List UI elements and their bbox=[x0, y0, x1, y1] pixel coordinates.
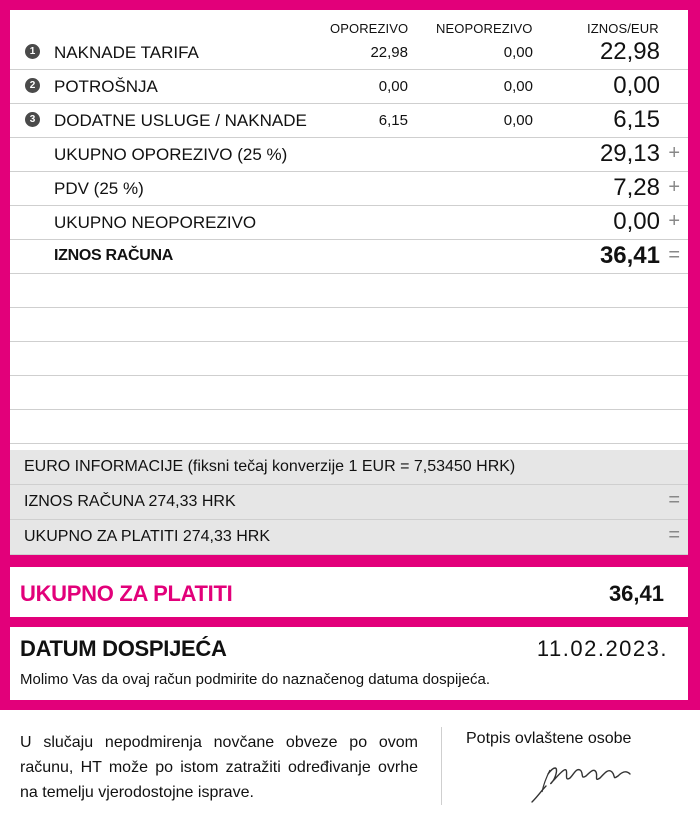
line-item bbox=[10, 69, 688, 104]
total-label: UKUPNO OPOREZIVO (25 %) bbox=[54, 145, 288, 164]
euro-total-to-pay: UKUPNO ZA PLATITI 274,33 HRK bbox=[24, 528, 271, 545]
operator-sign: = bbox=[668, 489, 680, 511]
item-amount: 0,00 bbox=[613, 72, 660, 99]
payment-total-label: UKUPNO ZA PLATITI bbox=[20, 581, 233, 606]
due-date-box bbox=[10, 627, 688, 700]
total-amount: 7,28 bbox=[613, 174, 660, 201]
invoice-summary-panel bbox=[10, 10, 688, 555]
total-label: PDV (25 %) bbox=[54, 179, 144, 198]
item-number-badge: 3 bbox=[25, 112, 40, 127]
euro-info-title-row bbox=[10, 450, 688, 485]
column-header-taxable: OPOREZIVO bbox=[330, 21, 409, 36]
operator-sign: = bbox=[668, 524, 680, 546]
operator-sign: = bbox=[668, 244, 680, 266]
footer-divider bbox=[441, 727, 442, 805]
item-non-taxable: 0,00 bbox=[503, 78, 533, 95]
total-label: UKUPNO NEOPOREZIVO bbox=[54, 213, 257, 232]
due-date-label: DATUM DOSPIJEĆA bbox=[20, 636, 227, 661]
item-taxable: 6,15 bbox=[378, 112, 408, 129]
payment-total-box bbox=[10, 567, 688, 617]
empty-row bbox=[10, 341, 688, 376]
operator-sign: + bbox=[668, 142, 680, 164]
due-date-note: Molimo Vas da ovaj račun podmirite do naznačenog datuma dospijeća. bbox=[20, 671, 490, 688]
operator-sign: + bbox=[668, 210, 680, 232]
signature-image bbox=[528, 752, 638, 806]
signature-label: Potpis ovlaštene osobe bbox=[466, 730, 632, 747]
invoice-total-row bbox=[10, 239, 688, 274]
euro-invoice-amount-row bbox=[10, 485, 688, 520]
column-header-amount: IZNOS/EUR bbox=[587, 21, 659, 36]
total-row bbox=[10, 171, 688, 206]
empty-row bbox=[10, 375, 688, 410]
payment-total-amount: 36,41 bbox=[608, 581, 664, 606]
item-label: NAKNADE TARIFA bbox=[54, 43, 199, 62]
item-label: POTROŠNJA bbox=[54, 77, 158, 96]
item-taxable: 22,98 bbox=[370, 44, 408, 61]
line-item bbox=[10, 35, 688, 70]
euro-invoice-amount: IZNOS RAČUNA 274,33 HRK bbox=[24, 493, 236, 510]
total-row bbox=[10, 205, 688, 240]
item-non-taxable: 0,00 bbox=[503, 112, 533, 129]
invoice-total-amount: 36,41 bbox=[599, 242, 660, 269]
column-header-non-taxable: NEOPOREZIVO bbox=[436, 21, 533, 36]
line-item bbox=[10, 103, 688, 138]
empty-row bbox=[10, 409, 688, 444]
item-taxable: 0,00 bbox=[378, 78, 408, 95]
non-payment-notice: U slučaju nepodmirenja novčane obveze po ovom računu, HT može po istom zatražiti određivanje ovrhe na temelju vjerodostojne isprave. bbox=[20, 734, 418, 801]
total-amount: 29,13 bbox=[599, 140, 660, 167]
item-label: DODATNE USLUGE / NAKNADE bbox=[54, 111, 307, 130]
item-non-taxable: 0,00 bbox=[503, 44, 533, 61]
invoice-total-label: IZNOS RAČUNA bbox=[54, 247, 174, 264]
due-date-value: 11.02.2023. bbox=[536, 636, 668, 661]
item-amount: 22,98 bbox=[599, 38, 660, 65]
item-number-badge: 2 bbox=[25, 78, 40, 93]
operator-sign: + bbox=[668, 176, 680, 198]
item-amount: 6,15 bbox=[613, 106, 660, 133]
euro-info-title: EURO INFORMACIJE (fiksni tečaj konverzije 1 EUR = 7,53450 HRK) bbox=[24, 458, 516, 475]
total-amount: 0,00 bbox=[613, 208, 660, 235]
euro-total-to-pay-row bbox=[10, 520, 688, 555]
item-number-badge: 1 bbox=[25, 44, 40, 59]
empty-row bbox=[10, 307, 688, 342]
empty-row bbox=[10, 273, 688, 308]
total-row bbox=[10, 137, 688, 172]
